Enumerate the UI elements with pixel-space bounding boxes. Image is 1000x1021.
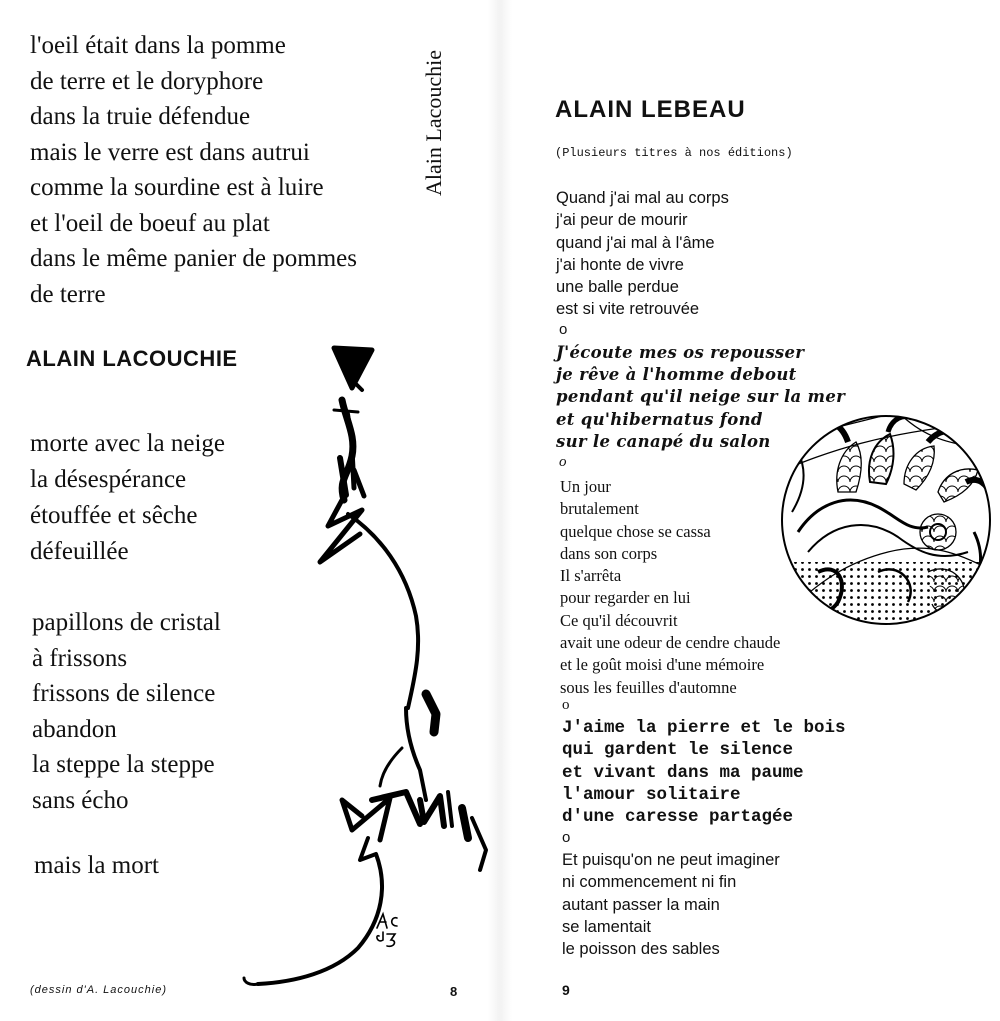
poem-line: dans la truie défendue bbox=[30, 103, 251, 130]
left-page bbox=[0, 0, 490, 1021]
side-author-text: Alain Lacouchie bbox=[421, 49, 446, 196]
poem-line: je rêve à l'homme debout bbox=[556, 365, 797, 385]
poem-line: dans le même panier de pommes bbox=[30, 245, 357, 272]
author-title-lacouchie: ALAIN LACOUCHIE bbox=[26, 346, 238, 371]
poem-line: frissons de silence bbox=[32, 680, 216, 707]
page-number-left: 8 bbox=[450, 984, 458, 999]
poem-line: sur le canapé du salon bbox=[556, 431, 771, 451]
poem-line: et qu'hibernatus fond bbox=[556, 409, 763, 429]
poem-line: J'écoute mes os repousser bbox=[556, 343, 805, 362]
poem-line: autant passer la main bbox=[562, 895, 720, 914]
poem-line: dans son corps bbox=[560, 543, 658, 563]
poem-line: pendant qu'il neige sur la mer bbox=[556, 387, 846, 407]
poem-line: Quand j'ai mal au corps bbox=[556, 189, 729, 207]
stanza-separator: o bbox=[562, 829, 571, 846]
poem-line: de terre bbox=[30, 280, 106, 308]
poem-line: brutalement bbox=[560, 499, 639, 519]
poem-line: Et puisqu'on ne peut imaginer bbox=[562, 851, 780, 869]
poem-line: le poisson des sables bbox=[562, 940, 720, 959]
side-author-name bbox=[411, 35, 457, 210]
poem-line: sous les feuilles d'automne bbox=[560, 677, 737, 697]
ink-drawing bbox=[230, 330, 490, 1000]
poem-stanza-5 bbox=[562, 849, 780, 960]
poem-line: la steppe la steppe bbox=[32, 751, 215, 778]
poem-line: d'une caresse partagée bbox=[562, 807, 794, 828]
page-number-right: 9 bbox=[562, 982, 570, 998]
poem-stanza-3 bbox=[560, 476, 780, 699]
poem-line: papillons de cristal bbox=[32, 609, 221, 636]
poem-line: abandon bbox=[32, 715, 117, 743]
poem-line: comme la sourdine est à luire bbox=[30, 174, 324, 201]
book-gutter bbox=[488, 0, 512, 1021]
poem-line: l'amour solitaire bbox=[562, 784, 741, 805]
poem-line: étouffée et sêche bbox=[30, 502, 198, 529]
poem-line: mais la mort bbox=[34, 852, 159, 879]
poem-top bbox=[30, 28, 357, 312]
author-subtitle: (Plusieurs titres à nos éditions) bbox=[555, 146, 793, 160]
poem-line: J'aime la pierre et le bois bbox=[562, 718, 846, 738]
poem-line: la désespérance bbox=[30, 466, 187, 493]
poem-line: mais le verre est dans autrui bbox=[30, 138, 310, 166]
poem-line: l'oeil était dans la pomme bbox=[30, 32, 286, 59]
poem-line: à frissons bbox=[32, 644, 128, 672]
poem-stanza-4 bbox=[562, 717, 846, 828]
poem-line: de terre et le doryphore bbox=[30, 67, 264, 95]
stanza-separator: o bbox=[559, 321, 568, 338]
poem-line: Il s'arrêta bbox=[560, 566, 622, 586]
poem-stanza-1 bbox=[556, 187, 729, 321]
poem-line: une balle perdue bbox=[556, 278, 679, 297]
poem-line: quelque chose se cassa bbox=[560, 521, 711, 541]
circular-ink-illustration bbox=[778, 412, 994, 628]
signature-mark-icon bbox=[373, 910, 413, 950]
poem-line: sans écho bbox=[32, 786, 129, 814]
poem-line: qui gardent le silence bbox=[562, 740, 794, 761]
poem-stanza-3 bbox=[34, 852, 159, 880]
poem-line: morte avec la neige bbox=[30, 430, 226, 457]
right-page bbox=[510, 0, 1000, 1021]
poem-line: avait une odeur de cendre chaude bbox=[560, 633, 781, 653]
poem-line: j'ai peur de mourir bbox=[556, 211, 688, 230]
stanza-separator: o bbox=[562, 697, 570, 713]
poem-line: défeuillée bbox=[30, 538, 129, 565]
poem-line: et l'oeil de boeuf au plat bbox=[30, 209, 270, 237]
author-title-lebeau: ALAIN LEBEAU bbox=[555, 96, 746, 123]
poem-line: se lamentait bbox=[562, 917, 651, 936]
poem-stanza-2 bbox=[32, 605, 221, 818]
signature-ac-95 bbox=[373, 910, 413, 955]
poem-line: est si vite retrouvée bbox=[556, 300, 700, 319]
poem-line: Ce qu'il découvrit bbox=[560, 610, 678, 630]
poem-line: j'ai honte de vivre bbox=[556, 255, 684, 274]
drawing-caption: (dessin d'A. Lacouchie) bbox=[30, 984, 167, 996]
stanza-separator: o bbox=[559, 454, 567, 470]
poem-line: et le goût moisi d'une mémoire bbox=[560, 655, 765, 675]
poem-line: Un jour bbox=[560, 477, 611, 496]
poem-line: ni commencement ni fin bbox=[562, 873, 737, 892]
poem-line: pour regarder en lui bbox=[560, 588, 691, 608]
poem-line: quand j'ai mal à l'âme bbox=[556, 233, 715, 252]
poem-line: et vivant dans ma paume bbox=[562, 762, 804, 783]
poem-stanza-1 bbox=[30, 426, 225, 570]
